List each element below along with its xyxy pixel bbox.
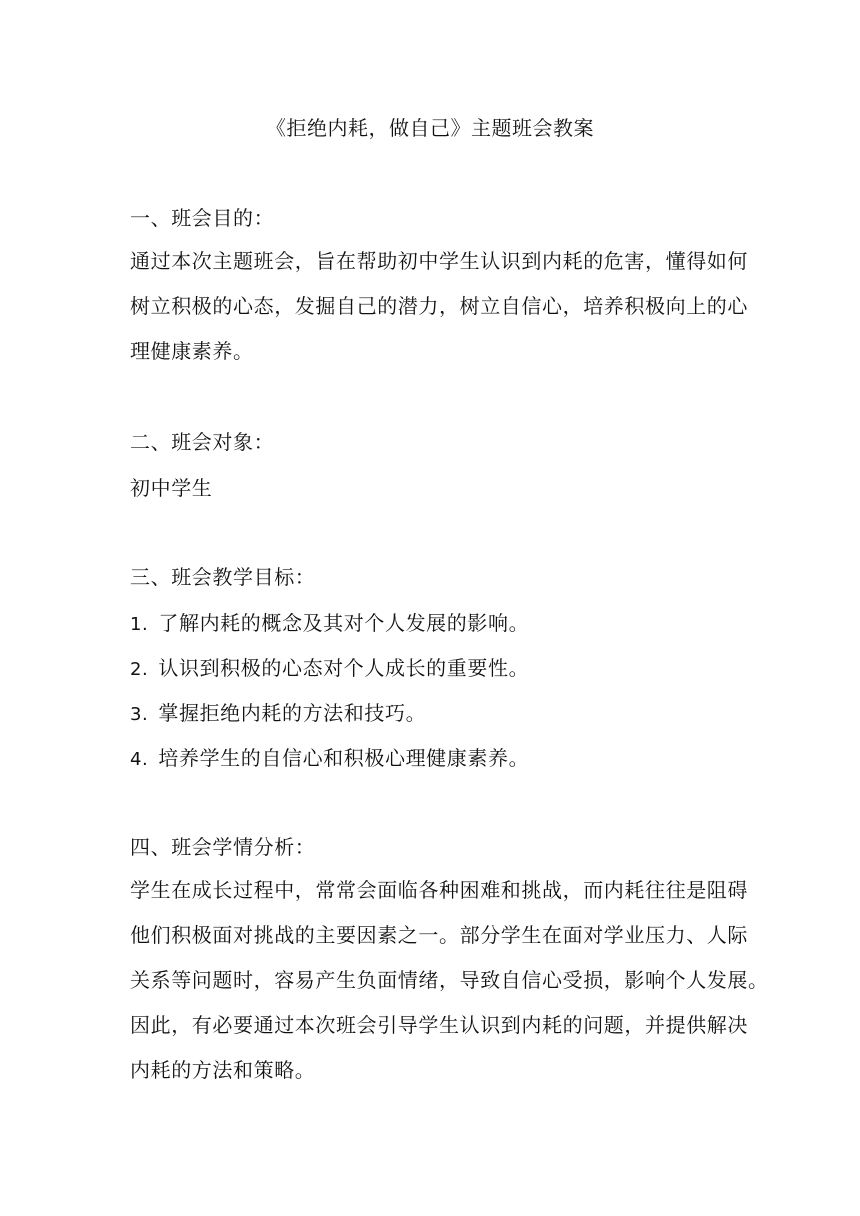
- list-text: 培养学生的自信心和积极心理健康素养。: [158, 746, 530, 770]
- paragraph-line: 因此，有必要通过本次班会引导学生认识到内耗的问题，并提供解决: [130, 1013, 748, 1037]
- paragraph-line: 通过本次主题班会，旨在帮助初中学生认识到内耗的危害，懂得如何: [130, 249, 748, 273]
- list-text: 了解内耗的概念及其对个人发展的影响。: [158, 611, 530, 635]
- section-heading-objectives: 三、班会教学目标：: [130, 565, 316, 589]
- paragraph-line: 关系等问题时，容易产生负面情绪，导致自信心受损，影响个人发展。: [130, 968, 769, 992]
- paragraph-line: 理健康素养。: [130, 339, 254, 363]
- list-text: 掌握拒绝内耗的方法和技巧。: [158, 701, 427, 725]
- section-body-audience: 初中学生: [130, 476, 213, 500]
- objective-item: [130, 607, 744, 641]
- objective-item: [130, 742, 744, 776]
- list-number: 4.: [130, 749, 149, 770]
- list-number: 2.: [130, 659, 149, 680]
- document-title: 《拒绝内耗，做自己》主题班会教案: [266, 116, 594, 140]
- objective-item: [130, 697, 744, 731]
- list-number: 3.: [130, 704, 149, 725]
- section-body-analysis: [130, 868, 769, 1093]
- section-heading-analysis: 四、班会学情分析：: [130, 835, 316, 859]
- objective-item: [130, 652, 744, 686]
- section-heading-audience: 二、班会对象：: [130, 430, 275, 454]
- paragraph-line: 他们积极面对挑战的主要因素之一。部分学生在面对学业压力、人际: [130, 923, 748, 947]
- section-heading-purpose: 一、班会目的：: [130, 206, 275, 230]
- list-text: 认识到积极的心态对个人成长的重要性。: [158, 656, 530, 680]
- section-body-purpose: [130, 239, 748, 374]
- paragraph-line: 树立积极的心态，发掘自己的潜力，树立自信心，培养积极向上的心: [130, 294, 748, 318]
- list-number: 1.: [130, 614, 149, 635]
- paragraph-line: 内耗的方法和策略。: [130, 1058, 316, 1082]
- paragraph-line: 学生在成长过程中，常常会面临各种困难和挑战，而内耗往往是阻碍: [130, 878, 748, 902]
